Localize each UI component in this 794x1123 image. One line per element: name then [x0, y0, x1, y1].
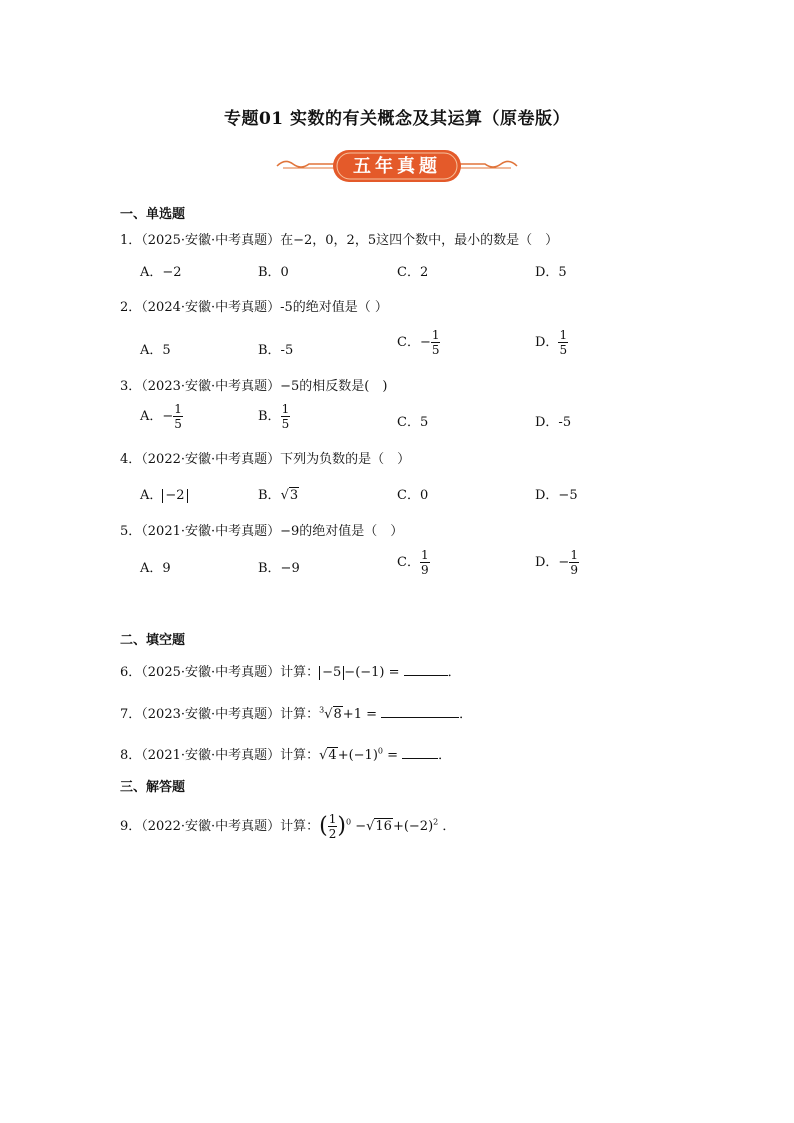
q5-option-c	[397, 548, 430, 577]
q2-d-numerator: 1	[559, 328, 568, 342]
q2-c-denominator: 5	[431, 343, 440, 357]
q8-sqrt	[319, 748, 338, 763]
q7-stem: 7．（2023·安徽·中考真题）计算：	[120, 707, 320, 722]
q2-d-prefix: D．	[535, 335, 559, 350]
q2-option-c	[397, 328, 440, 357]
q5-d-prefix: D．−	[535, 555, 570, 570]
q9-sqrt	[366, 819, 393, 834]
section-heading-answer: 三、解答题	[120, 780, 186, 795]
question-4-stem: 4．（2022·安徽·中考真题）下列为负数的是（ ）	[120, 452, 411, 467]
radical-sign-icon: √	[319, 748, 328, 763]
radical-sign-icon: √	[366, 819, 375, 834]
q5-c-prefix: C．	[397, 555, 420, 570]
q2-option-b: B．-5	[258, 343, 294, 358]
q4-a-prefix: A．	[140, 488, 163, 503]
q4-option-d: D．−5	[535, 488, 578, 503]
q6-end: ．	[447, 665, 461, 680]
five-year-banner	[275, 148, 519, 184]
q4-option-c: C．0	[397, 488, 429, 503]
q1-option-a: A．−2	[140, 265, 182, 280]
q2-option-d	[535, 328, 568, 357]
q4-b-prefix: B．	[258, 488, 281, 503]
q9-numerator: 1	[328, 812, 337, 826]
q8-stem: 8．（2021·安徽·中考真题）计算：	[120, 748, 320, 763]
page-title: 专题01 实数的有关概念及其运算（原卷版）	[223, 109, 571, 129]
q2-d-denominator: 5	[559, 343, 568, 357]
q5-c-denominator: 9	[420, 563, 429, 577]
q2-c-numerator: 1	[431, 328, 440, 342]
q5-d-denominator: 9	[570, 563, 578, 577]
q8-radicand: 4	[328, 748, 337, 763]
q3-b-numerator: 1	[281, 402, 290, 416]
question-9	[120, 812, 455, 841]
section-heading-single-choice: 一、单选题	[120, 207, 186, 222]
left-paren-icon: (	[319, 813, 328, 839]
q4-option-a	[140, 484, 188, 503]
section-heading-fill-blank: 二、填空题	[120, 633, 186, 648]
question-7	[120, 703, 472, 722]
q1-option-b: B．0	[258, 265, 289, 280]
radical-sign-icon: √	[324, 707, 333, 722]
q2-c-fraction	[431, 328, 441, 357]
q4-option-b	[258, 484, 299, 503]
q7-answer-blank[interactable]	[381, 705, 459, 718]
q2-c-prefix: C．−	[397, 335, 431, 350]
q9-denominator: 2	[328, 827, 337, 841]
q9-end: ．	[442, 819, 456, 834]
question-5-stem: 5．（2021·安徽·中考真题）−9的绝对值是（ ）	[120, 524, 404, 539]
q8-answer-blank[interactable]	[402, 746, 438, 759]
q3-a-prefix: A．−	[140, 409, 174, 424]
q3-a-denominator: 5	[174, 417, 182, 431]
question-6	[120, 661, 461, 680]
q3-option-a	[140, 402, 183, 431]
q5-c-fraction	[420, 548, 430, 577]
q5-d-fraction	[569, 548, 579, 577]
q6-stem: 6．（2025·安徽·中考真题）计算：	[120, 665, 320, 680]
banner-text: 五年真题	[353, 156, 441, 177]
q4-a-absolute-value: −2	[162, 489, 187, 503]
q7-end: ．	[459, 707, 473, 722]
q6-expression: −(−1) =	[344, 665, 400, 680]
q9-stem: 9．（2022·安徽·中考真题）计算：	[120, 819, 320, 834]
q5-d-numerator: 1	[570, 548, 578, 562]
radical-sign-icon: √	[280, 488, 289, 503]
q9-exponent-1: 0	[345, 817, 352, 827]
q1-option-d: D．5	[535, 265, 567, 280]
q3-b-fraction	[281, 402, 291, 431]
q9-fraction	[328, 812, 338, 841]
question-2-stem: 2．（2024·安徽·中考真题）-5的绝对值是（ ）	[120, 300, 388, 315]
q5-option-a: A．9	[140, 561, 171, 576]
q4-b-sqrt	[281, 488, 300, 503]
q7-radicand: 8	[333, 707, 342, 722]
q3-option-c: C．5	[397, 415, 429, 430]
q9-radicand: 16	[375, 819, 392, 834]
question-3-stem: 3．（2023·安徽·中考真题）−5的相反数是( )	[120, 379, 388, 394]
q2-option-a: A．5	[140, 343, 171, 358]
q8-exponent: 0	[377, 746, 383, 756]
q8-end: ．	[438, 748, 452, 763]
q2-d-fraction	[558, 328, 568, 357]
q6-absolute-value: −5	[319, 666, 344, 680]
q5-option-d	[535, 548, 579, 577]
q3-a-fraction	[173, 402, 183, 431]
q8-expression: +(−1)	[337, 748, 378, 763]
q3-b-prefix: B．	[258, 409, 281, 424]
q3-option-d: D．-5	[535, 415, 572, 430]
q9-minus: −	[355, 819, 367, 834]
q3-b-denominator: 5	[281, 417, 290, 431]
q5-c-numerator: 1	[420, 548, 429, 562]
q9-plus: +(−2)	[392, 819, 434, 834]
q4-b-radicand: 3	[289, 488, 299, 503]
q1-option-c: C．2	[397, 265, 429, 280]
question-1-stem: 1．（2025·安徽·中考真题）在−2，0，2，5这四个数中，最小的数是（ ）	[120, 233, 559, 248]
q7-expression: +1 =	[342, 707, 377, 722]
q9-exponent-2: 2	[433, 817, 439, 827]
question-8	[120, 744, 451, 763]
q6-answer-blank[interactable]	[404, 663, 448, 676]
right-paren-icon: )	[337, 813, 346, 839]
q7-root-index: 3	[319, 705, 325, 715]
q7-cube-root	[324, 707, 343, 722]
q3-option-b	[258, 402, 290, 431]
q5-option-b: B．−9	[258, 561, 300, 576]
q3-a-numerator: 1	[174, 402, 182, 416]
q8-equals: =	[383, 748, 399, 763]
